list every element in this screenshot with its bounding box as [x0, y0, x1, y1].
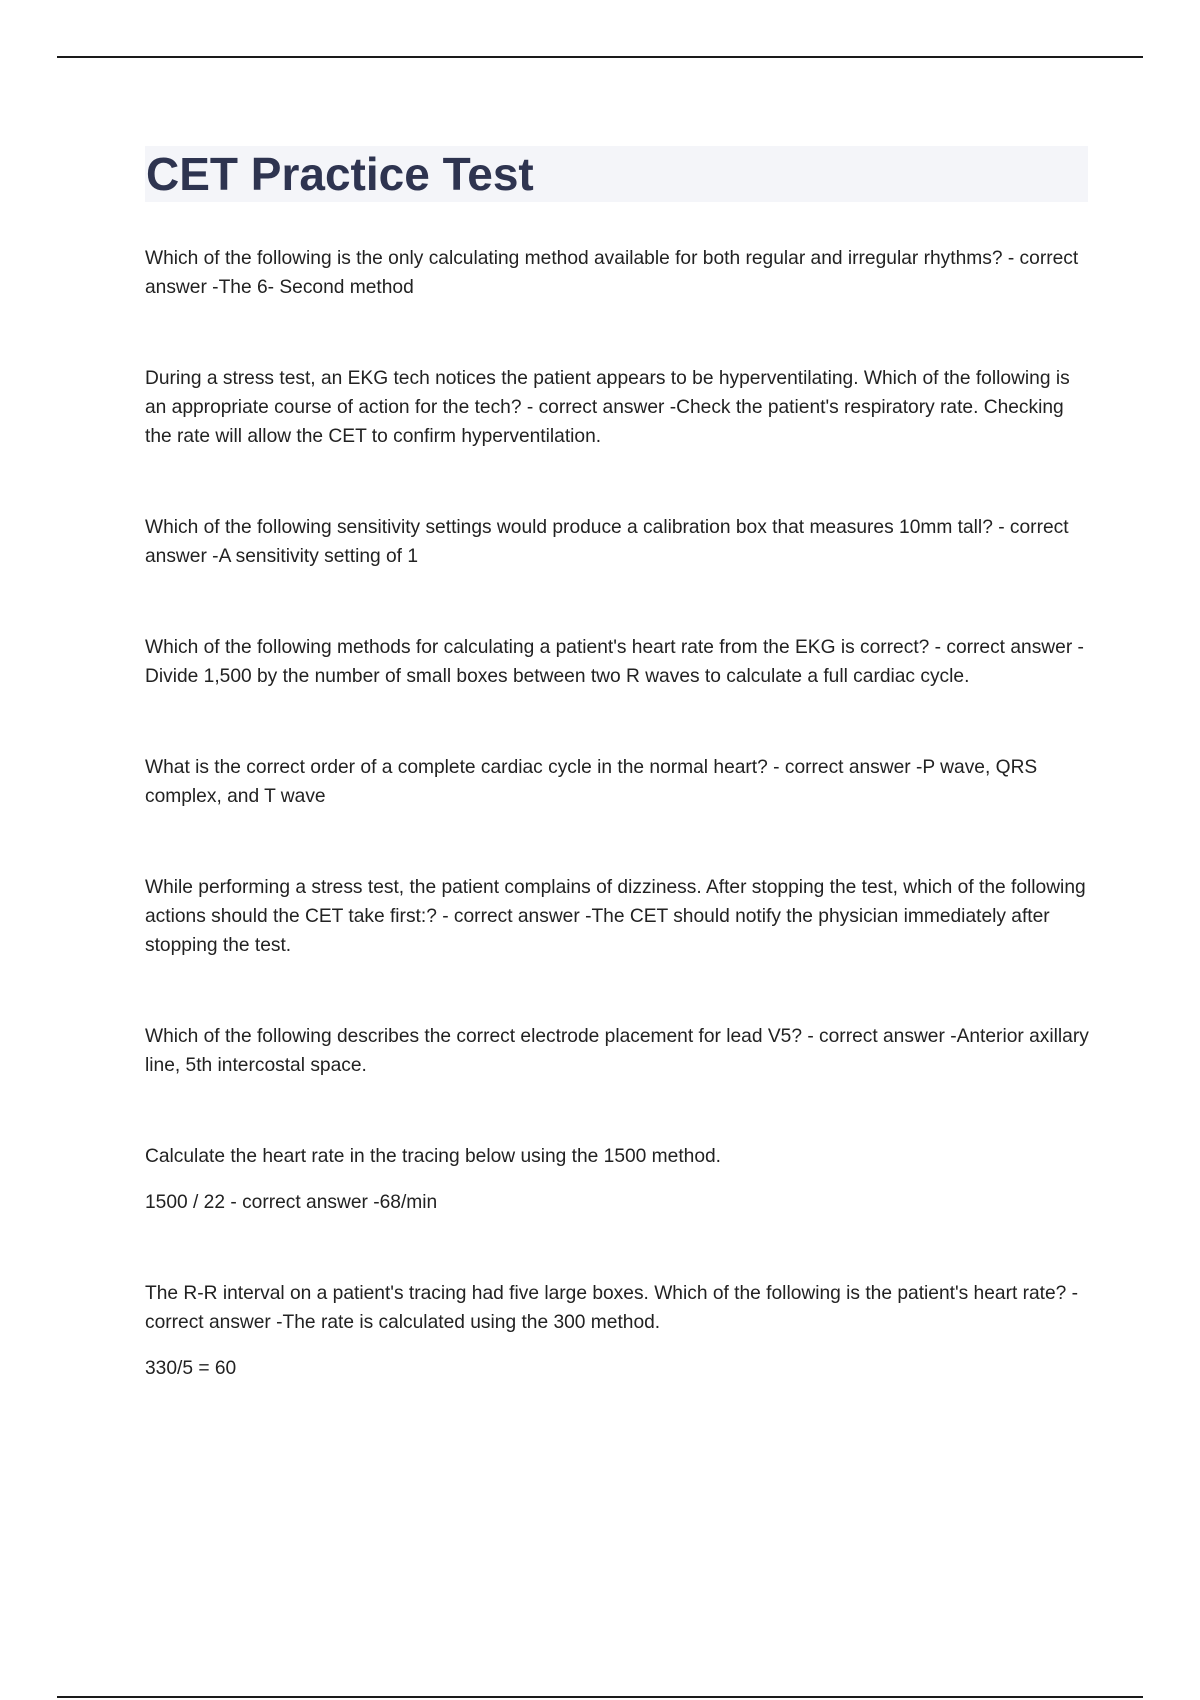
qa-answer-line: 330/5 = 60: [145, 1358, 237, 1379]
qa-item-3: [145, 513, 1091, 571]
qa-item-2: [145, 364, 1091, 451]
qa-item-6: [145, 873, 1091, 960]
qa-item-8: [145, 1142, 1091, 1217]
qa-text: What is the correct order of a complete cardiac cycle in the normal heart? - correct answer -P wave, QRS complex, and T wave: [145, 757, 1038, 807]
qa-text: While performing a stress test, the patient complains of dizziness. After stopping the test, which of the following actions should the CET take first:? - correct answer -The CET should notify the physician immediately after stopping the test.: [145, 877, 1086, 956]
qa-text: Which of the following is the only calculating method available for both regular and irregular rhythms? - correct answer -The 6- Second method: [145, 248, 1079, 298]
qa-item-5: [145, 753, 1091, 811]
qa-text: During a stress test, an EKG tech notices the patient appears to be hyperventilating. Which of the following is an appropriate course of action for the tech? - correct answer -Check the patient's respiratory rate. Checking the rate will allow the CET to confirm hyperventilation.: [145, 368, 1070, 447]
qa-text: Which of the following methods for calculating a patient's heart rate from the EKG is correct? - correct answer -Divide 1,500 by the number of small boxes between two R waves to calculate a full cardiac cycle.: [145, 637, 1084, 687]
qa-answer-line: 1500 / 22 - correct answer -68/min: [145, 1192, 438, 1213]
title-banner: [145, 146, 1088, 202]
qa-item-4: [145, 633, 1091, 691]
qa-text: Which of the following describes the correct electrode placement for lead V5? - correct answer -Anterior axillary line, 5th intercostal space.: [145, 1026, 1089, 1076]
qa-list: [145, 244, 1091, 1383]
qa-item-9: [145, 1279, 1091, 1383]
qa-item-7: [145, 1022, 1091, 1080]
top-rule: [57, 56, 1143, 58]
page-title: CET Practice Test: [146, 148, 534, 200]
bottom-rule: [57, 1696, 1143, 1698]
qa-text: Calculate the heart rate in the tracing below using the 1500 method.: [145, 1146, 721, 1167]
qa-item-1: [145, 244, 1091, 302]
qa-text: The R-R interval on a patient's tracing had five large boxes. Which of the following is the patient's heart rate? - correct answer -The rate is calculated using the 300 method.: [145, 1283, 1079, 1333]
qa-text: Which of the following sensitivity settings would produce a calibration box that measures 10mm tall? - correct answer -A sensitivity setting of 1: [145, 517, 1069, 567]
